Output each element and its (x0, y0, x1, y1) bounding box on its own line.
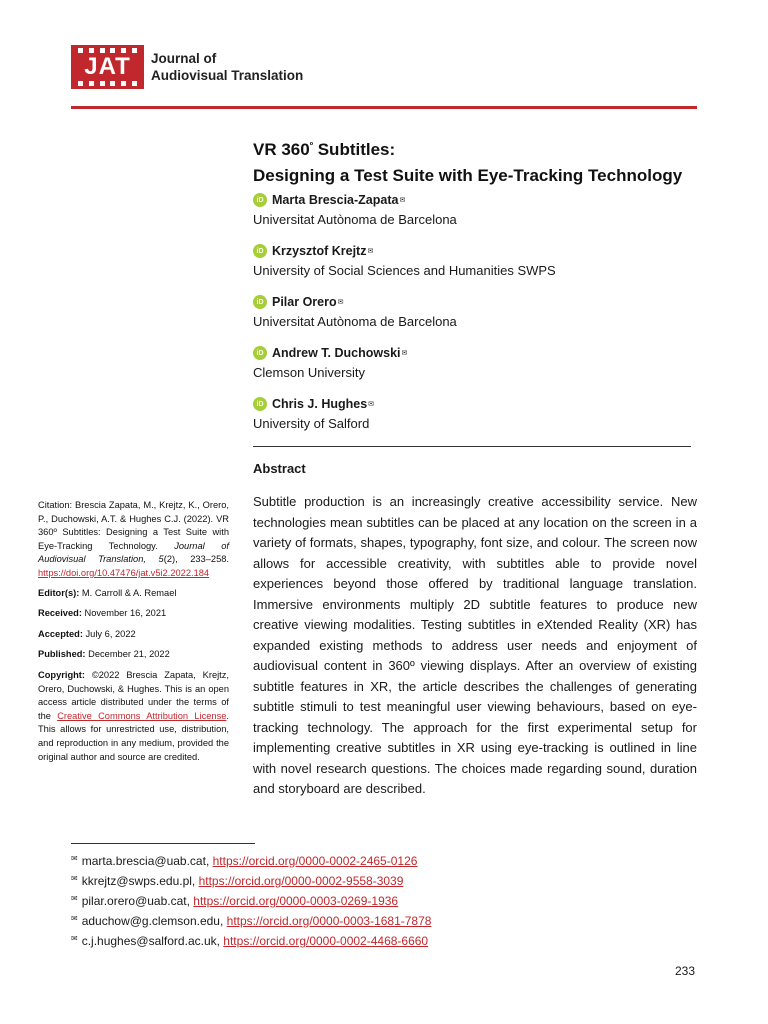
copyright (38, 669, 229, 764)
author-line (253, 241, 713, 261)
citation-pages: (2), 233–258. (163, 554, 229, 565)
orcid-link[interactable]: https://orcid.org/0000-0002-2465-0126 (212, 854, 418, 868)
author-line (253, 394, 713, 414)
author-affiliation: University of Social Sciences and Humanities SWPS (253, 263, 556, 278)
footnote-item (71, 850, 431, 870)
orcid-icon[interactable]: iD (253, 244, 267, 258)
author-affiliation: University of Salford (253, 416, 370, 431)
envelope-icon: ✉ (71, 894, 78, 903)
citation-text: Citation: Brescia Zapata, M., Krejtz, K., Orero, P., Duchowski, A.T. & Hughes C.J. (2022). VR 360º Subtitles: Designing a Test Suite with Eye-Tracking Technology. (38, 500, 229, 551)
author-name: Krzysztof Krejtz (272, 244, 367, 258)
footnote-email: kkrejtz@swps.edu.pl, (81, 874, 199, 888)
title-line2: Designing a Test Suite with Eye-Tracking Technology (253, 166, 683, 185)
footnote-item (71, 890, 431, 910)
copyright-label: Copyright: (38, 669, 85, 680)
doi-link[interactable]: https://doi.org/10.47476/jat.v5i2.2022.184 (38, 567, 210, 578)
published-date: December 21, 2022 (85, 649, 170, 660)
orcid-icon[interactable]: iD (253, 397, 267, 411)
journal-name-line1: Journal of (151, 51, 217, 66)
author-name: Pilar Orero (272, 295, 337, 309)
published-line (38, 648, 229, 662)
citation (38, 499, 229, 581)
author-line (253, 190, 713, 210)
orcid-icon[interactable]: iD (253, 346, 267, 360)
citation-volume: 5 (145, 554, 164, 565)
journal-name-line2: Audiovisual Translation (151, 68, 304, 83)
authors-divider (253, 446, 691, 447)
copyright-text: ©2022 Brescia Zapata, Krejtz, Orero, Duchowski, & Hughes. This is an open access article distributed under the terms of the (38, 669, 229, 721)
orcid-link[interactable]: https://orcid.org/0000-0003-1681-7878 (226, 914, 432, 928)
author-list (253, 190, 713, 445)
orcid-icon[interactable]: iD (253, 193, 267, 207)
footnote-item (71, 910, 431, 930)
orcid-icon[interactable]: iD (253, 295, 267, 309)
envelope-icon: ✉ (71, 854, 78, 863)
envelope-icon[interactable]: ✉ (401, 350, 408, 357)
header-rule (71, 106, 697, 109)
footnote-item (71, 870, 431, 890)
author-entry (253, 394, 713, 445)
journal-name (151, 50, 303, 84)
received-date: November 16, 2021 (81, 608, 167, 619)
envelope-icon: ✉ (71, 914, 78, 923)
footnote-email: c.j.hughes@salford.ac.uk, (81, 934, 224, 948)
journal-logo (71, 45, 303, 89)
title-line1-text: VR 360 (253, 140, 310, 159)
footnote-rule (71, 843, 255, 844)
author-entry (253, 241, 713, 292)
author-name: Marta Brescia-Zapata (272, 193, 399, 207)
author-entry (253, 292, 713, 343)
page-number: 233 (675, 964, 696, 978)
received-label: Received: (38, 608, 82, 619)
footnote-item (71, 930, 431, 950)
orcid-link[interactable]: https://orcid.org/0000-0002-9558-3039 (198, 874, 404, 888)
envelope-icon[interactable]: ✉ (337, 299, 344, 306)
orcid-link[interactable]: https://orcid.org/0000-0003-0269-1936 (193, 894, 399, 908)
footnote-email: aduchow@g.clemson.edu, (81, 914, 227, 928)
jat-logo-icon (71, 45, 144, 89)
orcid-link[interactable]: https://orcid.org/0000-0002-4468-6660 (223, 934, 429, 948)
author-entry (253, 343, 713, 394)
article-title (253, 132, 682, 189)
accepted-line (38, 628, 229, 642)
envelope-icon: ✉ (71, 874, 78, 883)
author-line (253, 343, 713, 363)
author-line (253, 292, 713, 312)
editors-value: M. Carroll & A. Remael (79, 587, 177, 598)
copyright-terms: . This allows for unrestricted use, distribution, and reproduction in any medium, provided the original author and source are credited. (38, 710, 229, 762)
envelope-icon[interactable]: ✉ (368, 401, 375, 408)
envelope-icon[interactable]: ✉ (367, 248, 374, 255)
title-line1-suffix: Subtitles: (313, 140, 396, 159)
citation-journal: Journal of Audiovisual Translation, (38, 540, 229, 565)
author-affiliation: Clemson University (253, 365, 365, 380)
title-line1 (253, 132, 682, 163)
author-entry (253, 190, 713, 241)
author-name: Chris J. Hughes (272, 397, 368, 411)
footnote-email: pilar.orero@uab.cat, (81, 894, 194, 908)
envelope-icon: ✉ (71, 934, 78, 943)
editors-line (38, 587, 229, 601)
logo-acronym: JAT (84, 53, 131, 80)
author-affiliation: Universitat Autònoma de Barcelona (253, 212, 457, 227)
footnote-email: marta.brescia@uab.cat, (81, 854, 213, 868)
published-label: Published: (38, 649, 86, 660)
accepted-label: Accepted: (38, 628, 83, 639)
abstract-heading: Abstract (253, 461, 306, 476)
accepted-date: July 6, 2022 (82, 628, 136, 639)
author-name: Andrew T. Duchowski (272, 346, 401, 360)
author-affiliation: Universitat Autònoma de Barcelona (253, 314, 457, 329)
footnote-list (71, 850, 431, 950)
editors-label: Editor(s): (38, 587, 80, 598)
title-degree: º (309, 140, 313, 150)
license-link[interactable]: Creative Commons Attribution License (57, 710, 227, 721)
received-line (38, 607, 229, 621)
envelope-icon[interactable]: ✉ (399, 197, 406, 204)
abstract-text: Subtitle production is an increasingly creative accessibility service. New technologies mean subtitles can be placed at any location on the screen in a variety of formats, shapes, typography, font size, and colour. The screen now allows for accessible creativity, with subtitles able to provide novel experiences beyond those offered by traditional language translation. Immersive environments multiply 2D subtitle features to produce new creative viewing modalities. Testing subtitles in eXtended Reality (XR) has expanded existing methods to address user needs and enjoyment of audiovisual content in 360º viewing displays. After an overview of existing subtitle features in XR, the article describes the challenges of generating subtitle stimuli to test meaningful user viewing behaviours, based on eye-tracking technology. The approach for the first experimental setup for implementing creative subtitles in XR using eye-tracking is outlined in line with novel research questions. The choices made regarding sound, duration and storyboard are described. (253, 494, 697, 796)
article-metadata (38, 499, 229, 770)
